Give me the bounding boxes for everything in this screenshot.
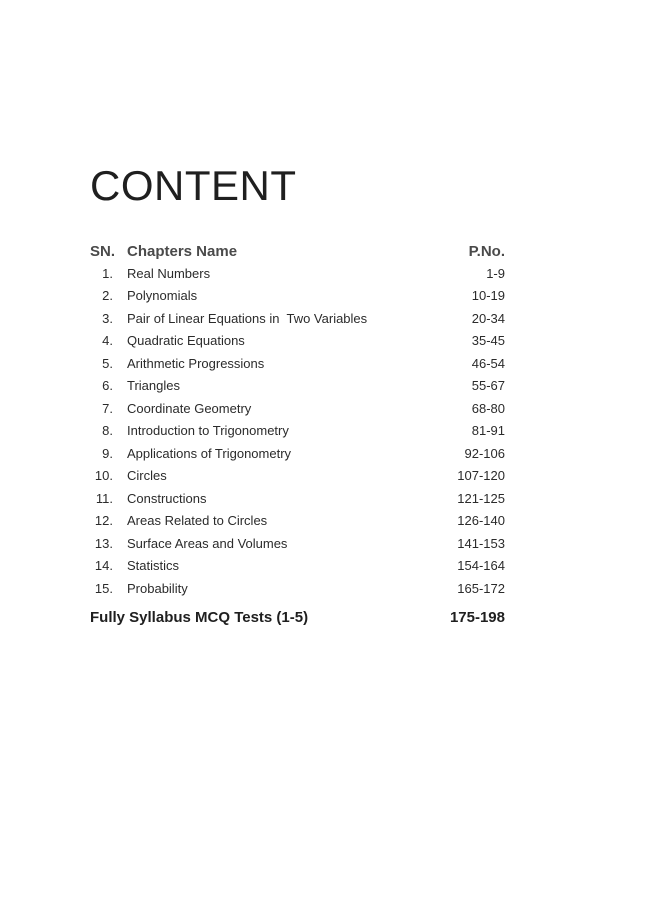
toc-header-row bbox=[90, 240, 505, 262]
chapter-row bbox=[90, 352, 505, 375]
chapter-row bbox=[90, 307, 505, 330]
chapter-name: Surface Areas and Volumes bbox=[127, 535, 288, 551]
chapter-pages: 46-54 bbox=[471, 355, 505, 371]
chapter-row bbox=[90, 285, 505, 308]
chapter-pages: 68-80 bbox=[471, 400, 505, 416]
chapter-pages: 20-34 bbox=[471, 310, 505, 326]
mcq-tests-name: Fully Syllabus MCQ Tests (1-5) bbox=[90, 609, 309, 626]
chapter-column-header: Chapters Name bbox=[127, 242, 238, 260]
chapter-sn: 3. bbox=[102, 310, 113, 326]
chapter-row bbox=[90, 555, 505, 578]
chapter-name: Statistics bbox=[127, 558, 180, 574]
chapter-sn: 4. bbox=[102, 333, 113, 349]
chapter-row bbox=[90, 375, 505, 398]
chapter-pages: 35-45 bbox=[471, 333, 505, 349]
chapter-name: Coordinate Geometry bbox=[127, 400, 252, 416]
chapter-sn: 15. bbox=[94, 580, 113, 596]
chapter-pages: 10-19 bbox=[471, 288, 505, 304]
chapter-row bbox=[90, 330, 505, 353]
mcq-tests-pages: 175-198 bbox=[449, 609, 505, 626]
chapter-row bbox=[90, 420, 505, 443]
chapter-row bbox=[90, 532, 505, 555]
chapter-row bbox=[90, 442, 505, 465]
sn-column-header: SN. bbox=[90, 242, 116, 260]
chapter-pages: 81-91 bbox=[471, 423, 505, 439]
chapter-name: Probability bbox=[127, 580, 188, 596]
chapter-pages: 154-164 bbox=[457, 558, 505, 574]
chapter-sn: 2. bbox=[102, 288, 113, 304]
chapter-name: Areas Related to Circles bbox=[127, 513, 268, 529]
chapter-row bbox=[90, 465, 505, 488]
chapter-pages: 107-120 bbox=[457, 468, 505, 484]
chapter-sn: 9. bbox=[102, 445, 113, 461]
chapter-name: Triangles bbox=[127, 378, 180, 394]
chapter-name: Applications of Trigonometry bbox=[127, 445, 292, 461]
chapter-sn: 1. bbox=[102, 265, 113, 281]
chapter-sn: 14. bbox=[94, 558, 113, 574]
chapter-sn: 13. bbox=[94, 535, 113, 551]
chapter-name: Pair of Linear Equations in Two Variables bbox=[127, 310, 368, 326]
chapter-pages: 92-106 bbox=[464, 445, 505, 461]
chapter-row bbox=[90, 397, 505, 420]
chapter-row bbox=[90, 510, 505, 533]
chapter-name: Real Numbers bbox=[127, 265, 211, 281]
chapter-name: Arithmetic Progressions bbox=[127, 355, 265, 371]
chapter-name: Polynomials bbox=[127, 288, 198, 304]
table-of-contents bbox=[90, 240, 505, 630]
page-title: CONTENT bbox=[90, 162, 297, 209]
chapter-name: Circles bbox=[127, 468, 167, 484]
chapter-sn: 11. bbox=[95, 490, 113, 506]
chapter-list bbox=[90, 262, 505, 600]
mcq-tests-row bbox=[90, 606, 505, 630]
chapter-name: Constructions bbox=[127, 490, 207, 506]
chapter-sn: 8. bbox=[102, 423, 113, 439]
chapter-row bbox=[90, 487, 505, 510]
chapter-row bbox=[90, 262, 505, 285]
chapter-sn: 5. bbox=[102, 355, 113, 371]
chapter-name: Introduction to Trigonometry bbox=[127, 423, 289, 439]
chapter-pages: 121-125 bbox=[457, 490, 505, 506]
chapter-pages: 165-172 bbox=[457, 580, 505, 596]
chapter-row bbox=[90, 577, 505, 600]
page-number-column-header: P.No. bbox=[468, 242, 505, 260]
chapter-pages: 126-140 bbox=[457, 513, 505, 529]
chapter-name: Quadratic Equations bbox=[127, 333, 245, 349]
chapter-sn: 12. bbox=[94, 513, 113, 529]
chapter-sn: 10. bbox=[94, 468, 113, 484]
chapter-pages: 55-67 bbox=[471, 378, 505, 394]
chapter-sn: 6. bbox=[102, 378, 113, 394]
chapter-pages: 1-9 bbox=[486, 265, 505, 281]
chapter-pages: 141-153 bbox=[457, 535, 505, 551]
chapter-sn: 7. bbox=[102, 400, 113, 416]
